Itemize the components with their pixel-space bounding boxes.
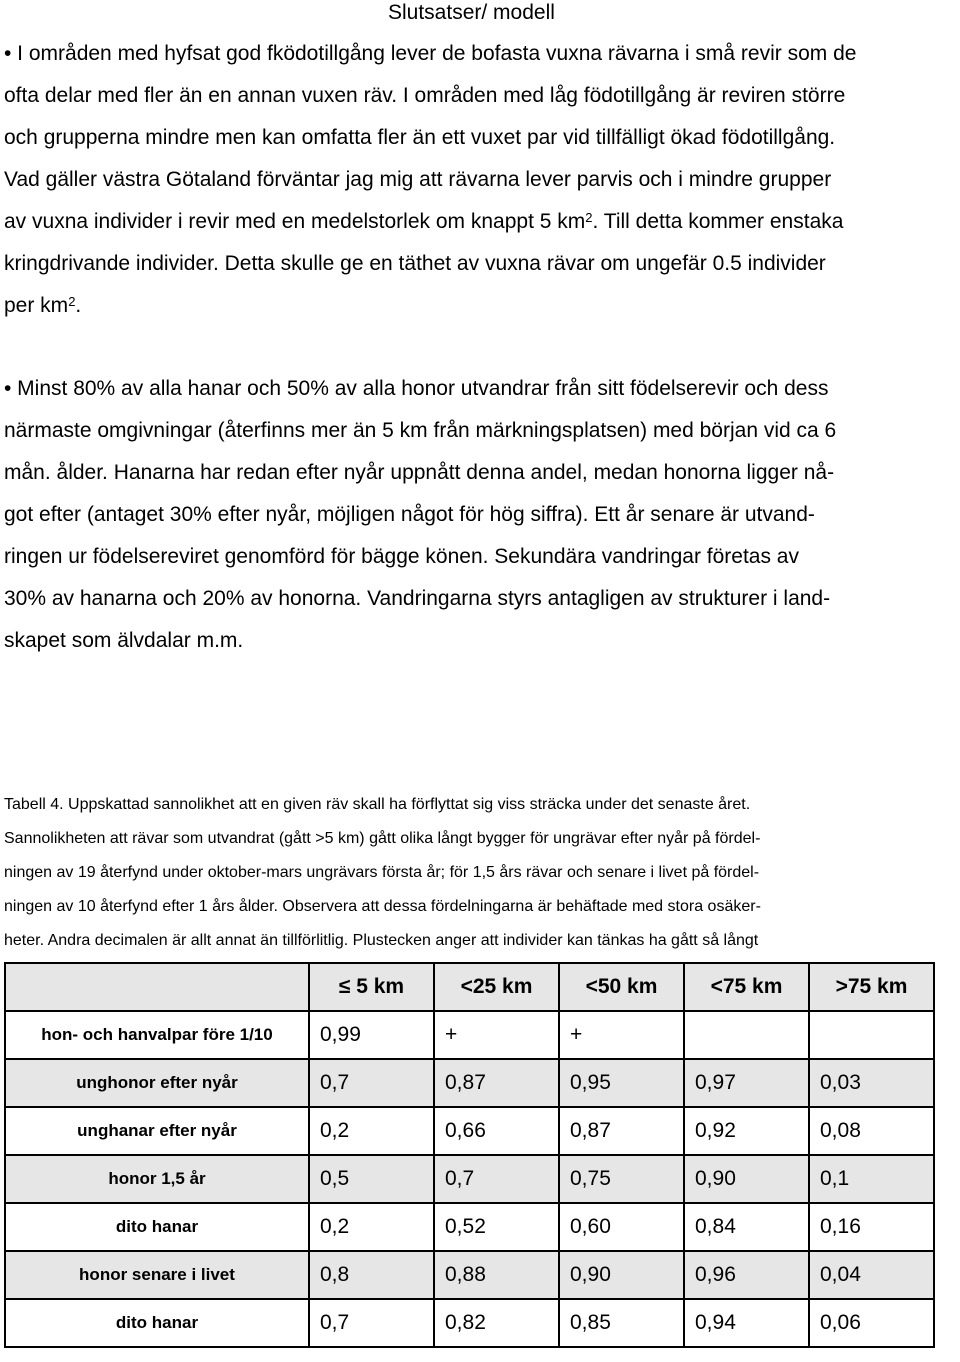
paragraph-line: 30% av hanarna och 20% av honorna. Vandringarna styrs antagligen av strukturer i land- bbox=[4, 587, 831, 610]
paragraph-line: got efter (antaget 30% efter nyår, möjligen något för hög siffra). Ett år senare är utvand- bbox=[4, 503, 815, 526]
paragraph-line: mån. ålder. Hanarna har redan efter nyår uppnått denna andel, medan honorna ligger nå- bbox=[4, 461, 835, 484]
table-row bbox=[5, 1011, 934, 1059]
caption-line: heter. Andra decimalen är allt annat än tillförlitlig. Plustecken anger att individer kan tänkas ha gått så långt bbox=[4, 932, 759, 949]
table-cell: 0,75 bbox=[559, 1155, 684, 1203]
paragraph-line: ofta delar med fler än en annan vuxen räv. I områden med låg födotillgång är reviren större bbox=[4, 84, 846, 107]
table-cell: 0,88 bbox=[434, 1251, 559, 1299]
paragraph-line: Vad gäller västra Götaland förväntar jag mig att rävarna lever parvis och i mindre grupper bbox=[4, 168, 832, 191]
table-cell: 0,97 bbox=[684, 1059, 809, 1107]
table-row bbox=[5, 1059, 934, 1107]
paragraph-line: närmaste omgivningar (återfinns mer än 5 km från märkningsplatsen) med början vid ca 6 bbox=[4, 419, 837, 442]
paragraph-line: skapet som älvdalar m.m. bbox=[4, 629, 244, 652]
table-cell: 0,08 bbox=[809, 1107, 934, 1155]
column-header: <75 km bbox=[684, 963, 809, 1011]
table-cell: 0,06 bbox=[809, 1299, 934, 1347]
table-cell bbox=[684, 1011, 809, 1059]
paragraph-home-range bbox=[4, 33, 956, 327]
table-header-row bbox=[5, 963, 934, 1011]
row-label: honor 1,5 år bbox=[5, 1155, 309, 1203]
table-cell bbox=[809, 1011, 934, 1059]
text-segment: av vuxna individer i revir med en medelstorlek om knappt 5 km bbox=[4, 210, 586, 233]
row-label: unghanar efter nyår bbox=[5, 1107, 309, 1155]
column-header: <25 km bbox=[434, 963, 559, 1011]
table-cell: 0,99 bbox=[309, 1011, 434, 1059]
table-cell: 0,8 bbox=[309, 1251, 434, 1299]
text-segment: . bbox=[75, 294, 82, 317]
column-header: >75 km bbox=[809, 963, 934, 1011]
row-label: unghonor efter nyår bbox=[5, 1059, 309, 1107]
row-label: dito hanar bbox=[5, 1299, 309, 1347]
dispersal-probability-table bbox=[4, 962, 935, 1348]
caption-line: ningen av 10 återfynd efter 1 års ålder. Observera att dessa fördelningarna är behäftade med stora osäker- bbox=[4, 898, 761, 915]
row-label: honor senare i livet bbox=[5, 1251, 309, 1299]
table-row bbox=[5, 1299, 934, 1347]
column-header: ≤ 5 km bbox=[309, 963, 434, 1011]
table-cell: 0,84 bbox=[684, 1203, 809, 1251]
table-cell: 0,1 bbox=[809, 1155, 934, 1203]
table-row bbox=[5, 1107, 934, 1155]
table-cell: 0,7 bbox=[309, 1299, 434, 1347]
header-corner bbox=[5, 963, 309, 1011]
superscript: 2 bbox=[585, 210, 593, 225]
column-header: <50 km bbox=[559, 963, 684, 1011]
table-cell: 0,7 bbox=[309, 1059, 434, 1107]
table-cell: 0,95 bbox=[559, 1059, 684, 1107]
table-cell: 0,87 bbox=[559, 1107, 684, 1155]
text-segment: . Till detta kommer enstaka bbox=[592, 210, 844, 233]
paragraph-line: kringdrivande individer. Detta skulle ge en täthet av vuxna rävar om ungefär 0.5 individer bbox=[4, 252, 826, 275]
table-cell: 0,60 bbox=[559, 1203, 684, 1251]
row-label: dito hanar bbox=[5, 1203, 309, 1251]
text-segment: per km bbox=[4, 294, 69, 317]
paragraph-line: • I områden med hyfsat god fködotillgång lever de bofasta vuxna rävarna i små revir som de bbox=[4, 42, 857, 65]
table-cell: 0,66 bbox=[434, 1107, 559, 1155]
table-row bbox=[5, 1251, 934, 1299]
table-cell: 0,5 bbox=[309, 1155, 434, 1203]
table-cell: 0,90 bbox=[684, 1155, 809, 1203]
paragraph-line bbox=[4, 285, 956, 327]
caption-line: Tabell 4. Uppskattad sannolikhet att en given räv skall ha förflyttat sig viss sträcka under det senaste året. bbox=[4, 796, 751, 813]
table-cell: + bbox=[559, 1011, 684, 1059]
paragraph-line bbox=[4, 201, 956, 243]
table-row bbox=[5, 1155, 934, 1203]
superscript: 2 bbox=[68, 294, 76, 309]
table-cell: 0,52 bbox=[434, 1203, 559, 1251]
row-label: hon- och hanvalpar före 1/10 bbox=[5, 1011, 309, 1059]
table-cell: 0,90 bbox=[559, 1251, 684, 1299]
caption-line: Sannolikheten att rävar som utvandrat (gått >5 km) gått olika långt bygger för ungrävar efter nyår på fördel- bbox=[4, 830, 761, 847]
table-cell: 0,2 bbox=[309, 1203, 434, 1251]
paragraph-dispersal bbox=[4, 368, 956, 662]
paragraph-line: ringen ur födelsereviret genomförd för bägge könen. Sekundära vandringar företas av bbox=[4, 545, 799, 568]
table-cell: 0,03 bbox=[809, 1059, 934, 1107]
table-cell: 0,87 bbox=[434, 1059, 559, 1107]
caption-line: ningen av 19 återfynd under oktober-mars ungrävars första år; för 1,5 års rävar och senare i livet på fördel- bbox=[4, 864, 760, 881]
table-cell: 0,04 bbox=[809, 1251, 934, 1299]
paragraph-line: • Minst 80% av alla hanar och 50% av alla honor utvandrar från sitt födelserevir och dess bbox=[4, 377, 829, 400]
table-cell: 0,94 bbox=[684, 1299, 809, 1347]
table-cell: 0,92 bbox=[684, 1107, 809, 1155]
table-cell: 0,7 bbox=[434, 1155, 559, 1203]
paragraph-line: och grupperna mindre men kan omfatta fler än ett vuxet par vid tillfälligt ökad födotillgång. bbox=[4, 126, 836, 149]
page-heading: Slutsatser/ modell bbox=[388, 1, 555, 24]
table-cell: 0,96 bbox=[684, 1251, 809, 1299]
table-caption bbox=[4, 788, 956, 958]
table-cell: + bbox=[434, 1011, 559, 1059]
table-cell: 0,16 bbox=[809, 1203, 934, 1251]
table-cell: 0,2 bbox=[309, 1107, 434, 1155]
table-row bbox=[5, 1203, 934, 1251]
table-cell: 0,85 bbox=[559, 1299, 684, 1347]
table-cell: 0,82 bbox=[434, 1299, 559, 1347]
